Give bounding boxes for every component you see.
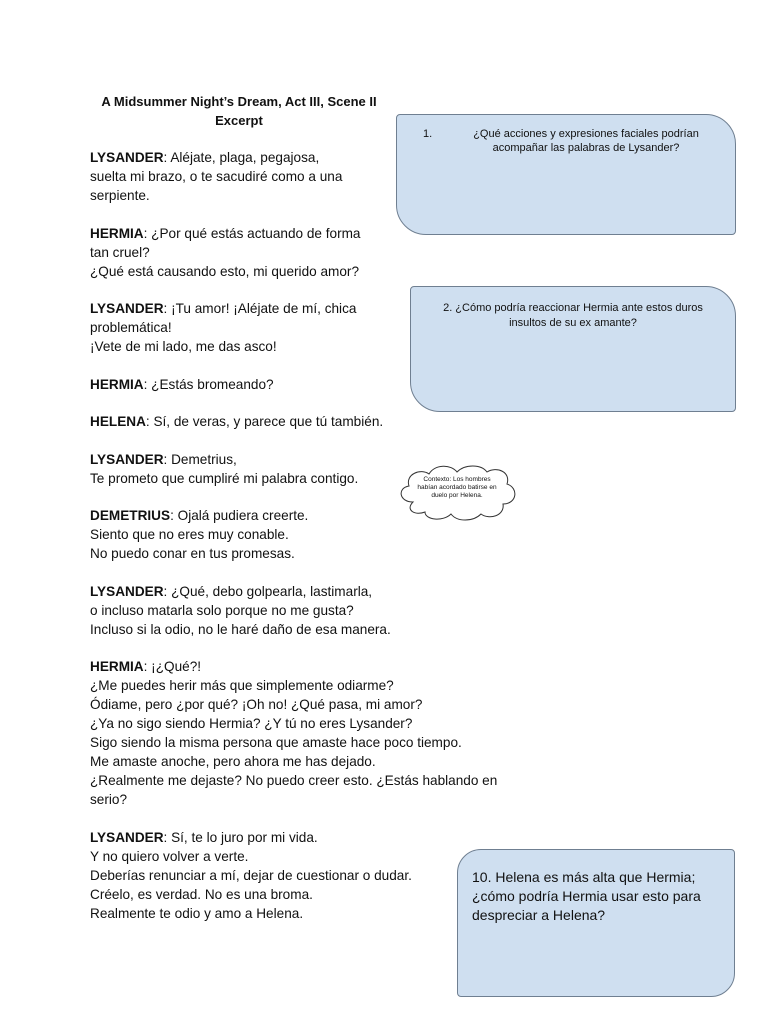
speech-first-line [90,828,530,847]
speaker-name: HELENA [90,414,146,429]
speaker-name: HERMIA [90,376,144,392]
question-box-2 [410,286,736,412]
speech-line: Siento que no eres muy conable. [90,527,289,542]
speech-block [90,657,530,809]
speech-line: No puedo conar en tus promesas. [90,546,295,561]
speech-line: Sigo siendo la misma persona que amaste hace poco tiempo. [90,735,462,750]
speaker-name: LYSANDER [90,583,164,599]
speech-first-line [90,412,530,431]
speech-line: Deberías renunciar a mí, dejar de cuestionar o dudar. [90,867,412,883]
speech-line: serio? [90,792,128,807]
speech-block [90,582,530,639]
speaker-name: HERMIA [90,659,144,674]
speech-line: Realmente te odio y amo a Helena. [90,905,304,921]
question-10-text: 10. Helena es más alta que Hermia; ¿cómo podría Hermia usar esto para despreciar a Helena? [472,869,701,923]
speech-first-line [90,657,530,676]
context-note: Contexto: Los hombres habían acordado batirse en duelo por Helena. [417,476,497,499]
speech-line: Te prometo que cumpliré mi palabra contigo. [90,470,359,486]
speaker-name: LYSANDER [90,301,164,316]
speech-text: : ¡Tu amor! ¡Aléjate de mí, chica [163,301,357,316]
speaker-name: LYSANDER [90,150,164,165]
speech-text: : Sí, de veras, y parece que tú también. [145,414,384,429]
question-1-number: 1. [423,128,433,140]
speech-text: : ¡¿Qué?! [143,659,202,674]
play-excerpt [90,148,530,941]
speech-line: Créelo, es verdad. No es una broma. [90,886,313,902]
speech-line: Incluso si la odio, no le haré daño de esa manera. [90,621,391,637]
question-2-text: 2. ¿Cómo podría reaccionar Hermia ante estos duros insultos de su ex amante? [443,302,703,329]
speech-text: : Sí, te lo juro por mi vida. [163,829,318,845]
speaker-name: DEMETRIUS [90,508,171,523]
speech-line: ¿Ya no sigo siendo Hermia? ¿Y tú no eres Lysander? [90,716,413,731]
question-box-10 [457,849,735,997]
speech-text: : ¿Estás bromeando? [143,376,274,392]
speech-text: : Ojalá pudiera creerte. [170,508,309,523]
speaker-name: HERMIA [90,225,144,241]
speech-block [90,412,530,431]
speech-line: ¿Realmente me dejaste? No puedo creer esto. ¿Estás hablando en [90,773,498,788]
speech-line: serpiente. [90,188,150,203]
speech-line: ¡Vete de mi lado, me das asco! [90,339,277,354]
speech-line: ¿Me puedes herir más que simplemente odiarme? [90,678,394,693]
speech-line: Ódiame, pero ¿por qué? ¡Oh no! ¿Qué pasa, mi amor? [90,697,423,712]
speech-line: Me amaste anoche, pero ahora me has dejado. [90,754,376,769]
speech-text: : ¿Por qué estás actuando de forma [143,225,361,241]
speech-first-line [90,582,530,601]
speech-line: Y no quiero volver a verte. [90,848,249,864]
speech-line: tan cruel? [90,244,150,260]
speech-text: : ¿Qué, debo golpearla, lastimarla, [163,583,373,599]
title-line-2: Excerpt [215,113,263,128]
speech-line: ¿Qué está causando esto, mi querido amor? [90,263,360,279]
speech-line: problemática! [90,320,172,335]
speech-text: : Demetrius, [163,451,237,467]
speaker-name: LYSANDER [90,451,164,467]
excerpt-title [90,92,388,130]
question-box-1 [396,114,736,235]
speech-text: : Aléjate, plaga, pegajosa, [163,150,320,165]
speech-line: o incluso matarla solo porque no me gusta? [90,602,354,618]
title-line-1: A Midsummer Night’s Dream, Act III, Scene II [101,94,377,109]
speech-line: suelta mi brazo, o te sacudiré como a una [90,169,343,184]
context-cloud [395,462,519,524]
question-1-text: ¿Qué acciones y expresiones faciales podrían acompañar las palabras de Lysander? [473,128,699,154]
speaker-name: LYSANDER [90,829,164,845]
